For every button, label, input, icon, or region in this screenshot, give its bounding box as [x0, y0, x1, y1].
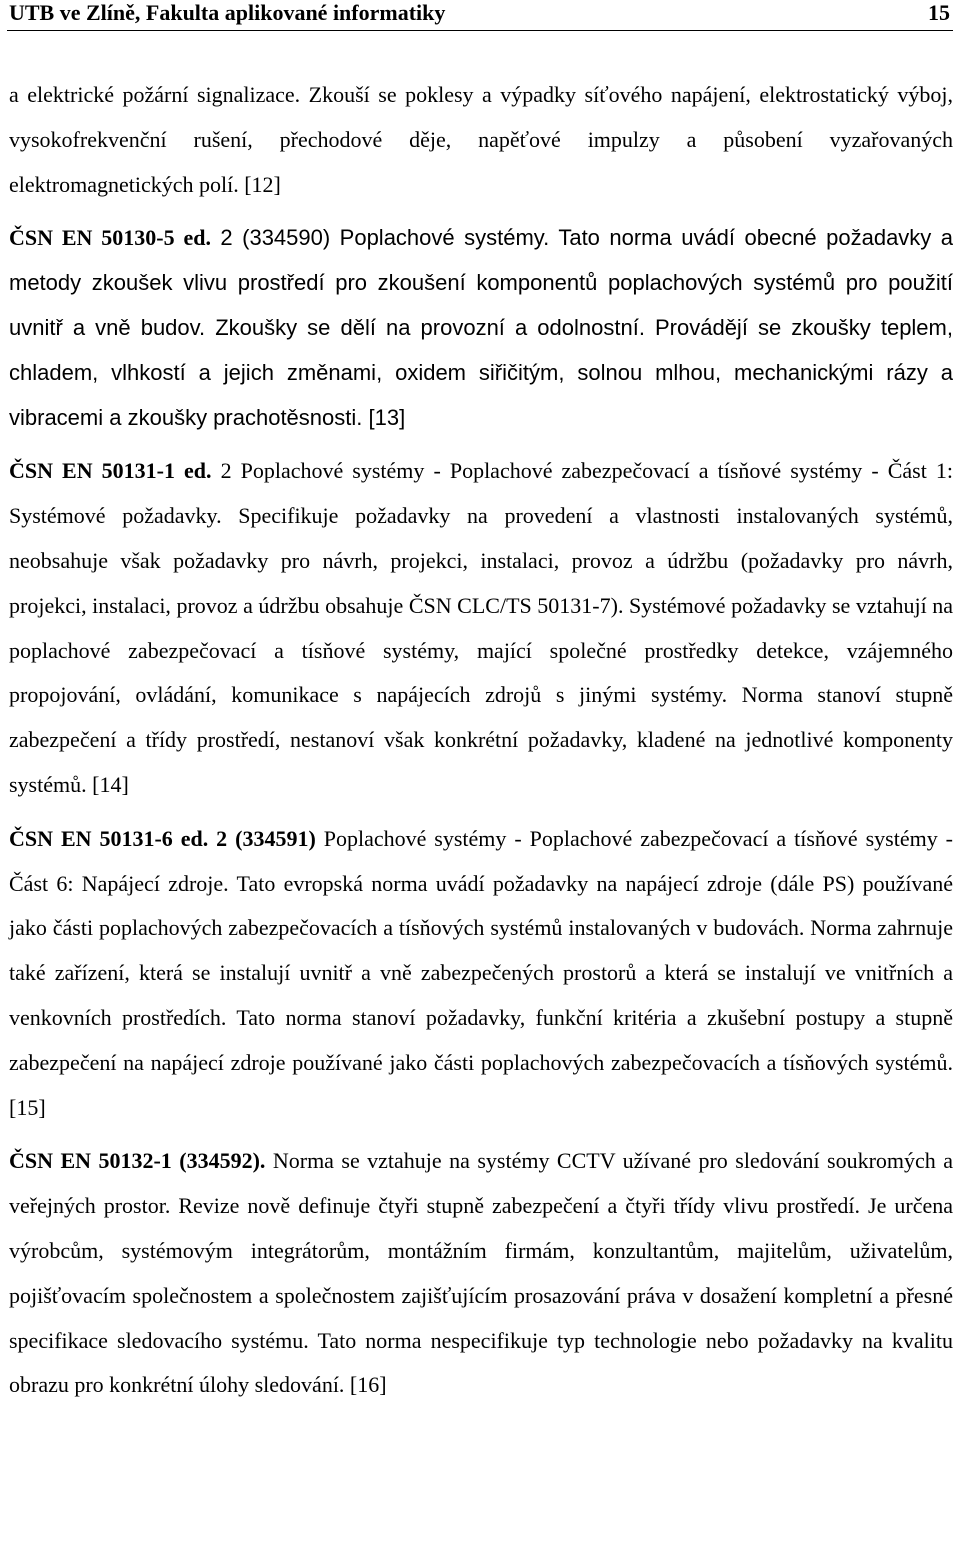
page-number: 15	[928, 0, 950, 25]
paragraph-csn-en-50131-6	[9, 817, 953, 1131]
page-body	[9, 73, 953, 1408]
paragraph-csn-en-50132-1	[9, 1139, 953, 1408]
paragraph-text: Tato evropská norma uvádí požadavky na napájecí zdroje (dále PS) používané jako části poplachových zabezpečovacích a tísňových systémů instalovaných v budovách. Norma zahrnuje také zařízení, která se instalují uvnitř a vně zabezpečených prostorů a která se instalují ve vnitřních a venkovních prostředích. Tato norma stanoví požadavky, funkční kritéria a zkušební postupy a stupně zabezpečení na napájecí zdroje používané jako části poplachových zabezpečovacích a tísňových systémů. [15]	[9, 870, 953, 1120]
paragraph-text: a elektrické požární signalizace. Zkouší se poklesy a výpadky síťového napájení, elektrostatický výboj, vysokofrekvenční rušení, přechodové děje, napěťové impulzy a působení vyzařovaných elektromagnetických polí. [12]	[9, 82, 953, 197]
standard-id: ČSN EN 50131-6 ed. 2 (334591)	[9, 825, 316, 851]
page-header	[7, 0, 953, 31]
paragraph-intro	[9, 73, 953, 207]
standard-id: ČSN EN 50130-5 ed.	[9, 225, 211, 251]
standard-id: ČSN EN 50131-1 ed.	[9, 458, 212, 484]
paragraph-csn-en-50131-1	[9, 449, 953, 807]
paragraph-text: Norma se vztahuje na systémy CCTV užívané pro sledování soukromých a veřejných prostor. Revize nově definuje čtyři stupně zabezpečení a čtyři třídy vlivu prostředí. Je určena výrobcům, systémovým integrátorům, montážním firmám, konzultantům, majitelům, uživatelům, pojišťovacím společnostem a společnostem zajišťujícím prosazování práva v dosažení kompletní a přesné specifikace sledovacího systému. Tato norma nespecifikuje typ technologie nebo požadavky na kvalitu obrazu pro konkrétní úlohy sledování. [16]	[9, 1148, 953, 1398]
standard-title: 2 Poplachové systémy - Poplachové zabezpečovací a tísňové systémy - Část 1: Systémové požadavky.	[9, 458, 953, 529]
paragraph-text: Specifikuje požadavky na provedení a vlastnosti instalovaných systémů, neobsahuje však požadavky pro návrh, projekci, instalaci, provoz a údržbu (požadavky pro návrh, projekci, instalaci, provoz a údržbu obsahuje ČSN CLC/TS 50131-7). Systémové požadavky se vztahují na poplachové zabezpečovací a tísňové systémy, mající společné prostředky detekce, vzájemného propojování, ovládání, komunikace s napájecích zdrojů s jinými systémy. Norma stanoví stupně zabezpečení a třídy prostředí, nestanoví však konkrétní požadavky, kladené na jednotlivé komponenty systémů. [14]	[9, 503, 953, 797]
header-title: UTB ve Zlíně, Fakulta aplikované informatiky	[9, 0, 446, 25]
standard-title: 2 (334590) Poplachové systémy.	[210, 225, 550, 251]
paragraph-text: Tato norma uvádí obecné požadavky a metody zkoušek vlivu prostředí pro zkoušení komponentů poplachových systémů pro použití uvnitř a vně budov. Zkoušky se dělí na provozní a odolnostní. Provádějí se zkoušky teplem, chladem, vlhkostí a jejich změnami, oxidem siřičitým, solnou mlhou, mechanickými rázy a vibracemi a zkoušky prachotěsnosti. [13]	[9, 225, 954, 430]
standard-title: Poplachové systémy - Poplachové zabezpečovací a tísňové systémy - Část 6: Napájecí zdroje.	[9, 825, 953, 896]
paragraph-csn-en-50130-5	[9, 216, 953, 440]
standard-id: ČSN EN 50132-1 (334592).	[9, 1148, 266, 1174]
